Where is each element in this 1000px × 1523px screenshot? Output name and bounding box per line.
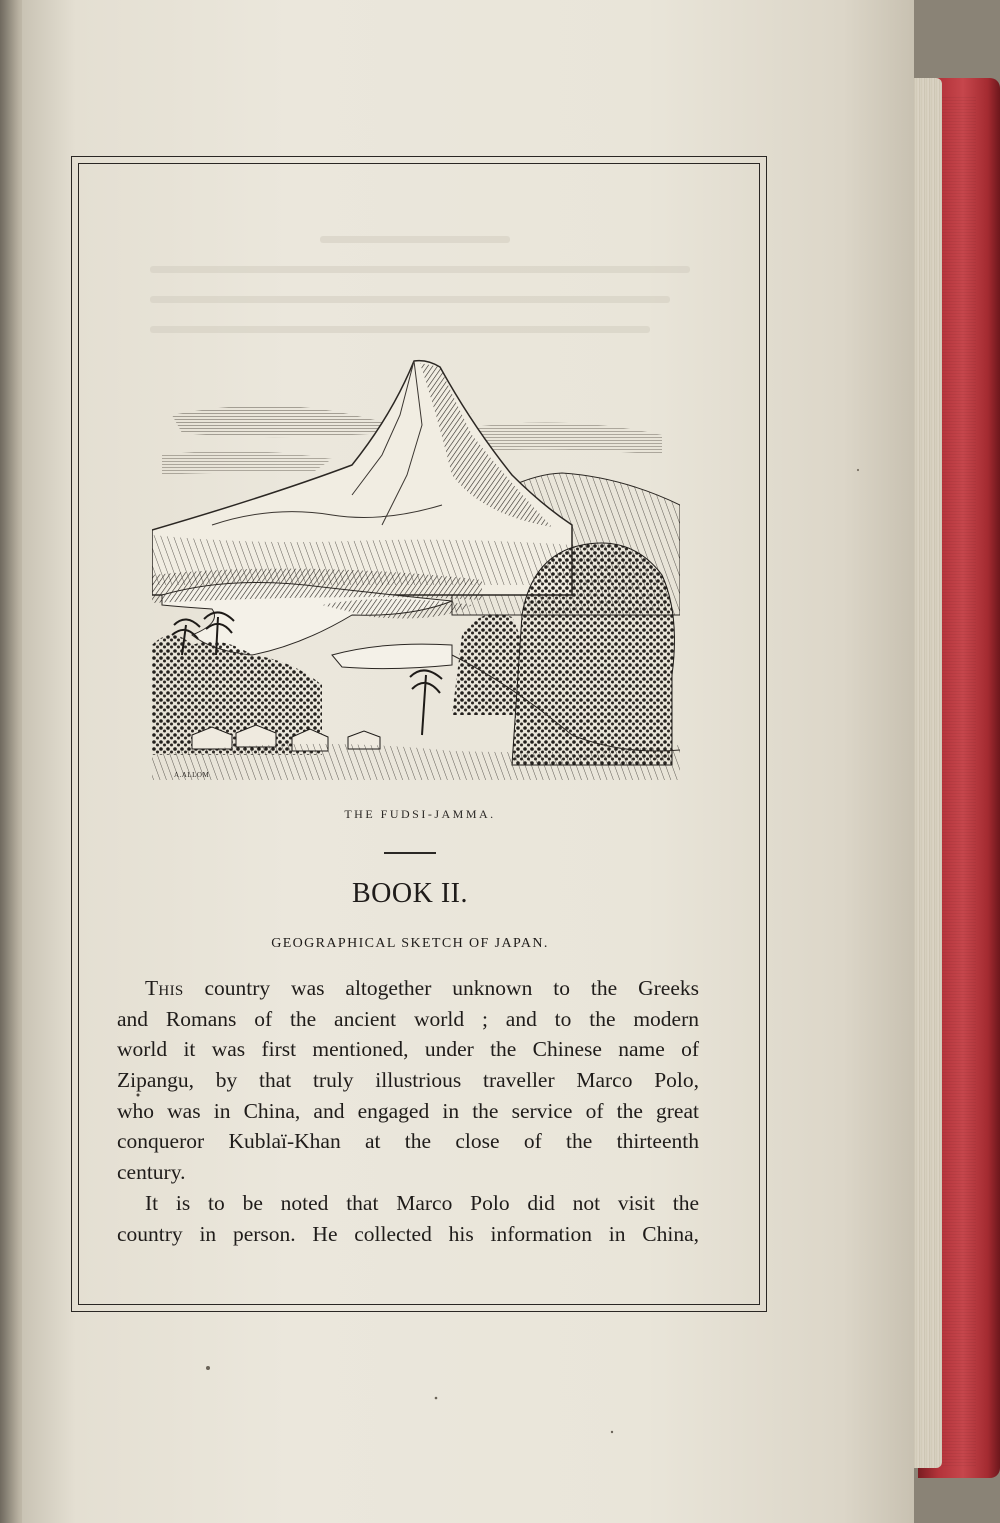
text-line: century. [117,1160,186,1185]
chapter-title: GEOGRAPHICAL SKETCH OF JAPAN. [271,936,549,951]
figure-caption: THE FUDSI-JAMMA. [344,807,496,821]
body-text [117,973,699,1249]
text-line: Zipangu, by that truly illustrious traveller Marco Polo, [117,1068,699,1093]
section-rule [384,852,436,854]
text-line: world it was first mentioned, under the Chinese name of [117,1037,699,1062]
artist-signature: A.ALLOM [174,771,210,779]
text-line: It is to be noted that Marco Polo did not visit the [145,1190,699,1215]
text-line: and Romans of the ancient world ; and to the modern [117,1006,699,1031]
text-line [117,973,699,1004]
text-fragment: country was altogether unknown to the Greeks [183,976,699,1000]
book-heading: BOOK II. [352,878,468,909]
mountain-engraving [152,355,680,780]
text-line: country in person. He collected his information in China, [117,1221,699,1246]
text-line: conqueror Kublaï-Khan at the close of the thirteenth [117,1129,699,1154]
lead-word: This [145,976,184,1000]
cover-texture [942,96,976,1466]
text-line: who was in China, and engaged in the service of the great [117,1098,699,1123]
